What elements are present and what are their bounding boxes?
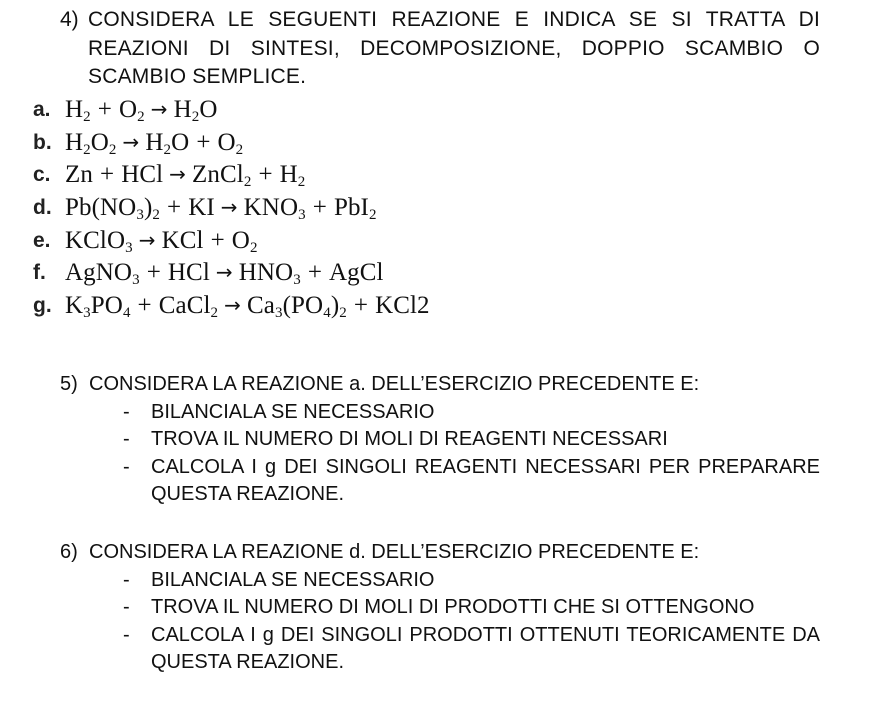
exercise-6-number: 6) xyxy=(60,541,78,563)
formula-part: ) xyxy=(330,291,340,319)
formula-part: O xyxy=(171,128,190,156)
exercise-6-instructions: CONSIDERA LA REAZIONE d. DELL’ESERCIZIO PRECEDENTE E: xyxy=(89,541,700,563)
formula-part: KCl xyxy=(161,226,204,254)
reaction-list xyxy=(33,94,653,322)
formula-part: $HNO_3$ xyxy=(238,259,301,289)
reaction-equation xyxy=(65,161,305,189)
formula-part: ZnCl$_2$ xyxy=(192,161,252,191)
exercise-5-task-list xyxy=(60,399,820,509)
formula-part: $H_2$ xyxy=(279,161,306,191)
cropped-subscript: 2 xyxy=(417,291,430,319)
formula-part: CaCl$_2$ xyxy=(158,291,219,321)
reaction-row xyxy=(33,224,653,257)
reaction-equation xyxy=(65,96,218,124)
plus-sign: + xyxy=(353,291,369,319)
exercise-4-instructions: CONSIDERA LE SEGUENTI REAZIONE E INDICA SE SI TRATTA DI REAZIONI DI SINTESI, DECOMPOSIZIONE, DOPPIO SCAMBIO O SCAMBIO SEMPLICE. xyxy=(88,8,820,88)
plus-sign: + xyxy=(137,291,152,319)
formula-part: $K_3$ xyxy=(65,291,91,321)
formula-part: KI xyxy=(188,194,215,222)
formula-part: O xyxy=(199,96,218,124)
exercise-6 xyxy=(60,539,820,677)
exercise-4-number: 4) xyxy=(60,8,79,31)
reaction-arrow: → xyxy=(215,260,233,285)
formula-part: (PO xyxy=(282,291,324,319)
reaction-row xyxy=(33,290,653,323)
plus-sign: + xyxy=(258,161,273,189)
plus-sign: + xyxy=(210,226,225,254)
plus-sign: + xyxy=(97,96,112,124)
exercise-5-task: - CALCOLA I g DEI SINGOLI REAGENTI NECESSARI PER PREPARARE QUESTA REAZIONE. xyxy=(123,455,820,505)
formula-part: HCl xyxy=(167,259,210,287)
formula-part: KCl xyxy=(375,291,418,319)
reaction-row xyxy=(33,192,653,225)
reaction-arrow: → xyxy=(138,227,156,252)
formula-part: Zn xyxy=(65,161,93,189)
formula-part: AgNO$_3$ xyxy=(65,259,140,289)
exercise-6-task-list xyxy=(60,567,820,677)
reaction-arrow: → xyxy=(224,292,242,317)
formula-part: $O_2$ xyxy=(118,96,145,126)
plus-sign: + xyxy=(196,128,211,156)
formula-part: $H_2$ xyxy=(173,96,200,126)
exercise-4 xyxy=(60,6,820,92)
formula-part: PbI$_2$ xyxy=(333,194,377,224)
plus-sign: + xyxy=(146,259,161,287)
formula-part: $O_2$ xyxy=(90,128,117,158)
reaction-row xyxy=(33,127,653,160)
formula-part: $Ca_3$ xyxy=(247,291,283,321)
reaction-letter: c. xyxy=(33,163,51,187)
exercise-6-task: - CALCOLA I g DEI SINGOLI PRODOTTI OTTENUTI TEORICAMENTE DA QUESTA REAZIONE. xyxy=(123,623,820,673)
formula-part: $H_2$ xyxy=(65,96,91,126)
reaction-arrow: → xyxy=(150,97,168,122)
exercise-6-task: - TROVA IL NUMERO DI MOLI DI PRODOTTI CHE SI OTTENGONO xyxy=(123,596,755,618)
formula-part: $O_2$ xyxy=(217,128,244,158)
plus-sign: + xyxy=(312,194,327,222)
reaction-letter: g. xyxy=(33,293,52,317)
plus-sign: + xyxy=(307,259,323,287)
reaction-equation xyxy=(65,194,377,222)
reaction-letter: a. xyxy=(33,98,51,122)
formula-part: 2 xyxy=(339,304,347,321)
exercise-5 xyxy=(60,371,820,509)
plus-sign: + xyxy=(99,161,115,189)
formula-part: $H_2$ xyxy=(145,128,172,158)
formula-part: ) xyxy=(143,194,153,222)
reaction-equation xyxy=(65,129,243,157)
reaction-arrow: → xyxy=(169,162,187,187)
plus-sign: + xyxy=(167,194,182,222)
reaction-row xyxy=(33,159,653,192)
reaction-arrow: → xyxy=(122,129,140,154)
reaction-letter: e. xyxy=(33,228,51,252)
reaction-equation xyxy=(65,227,258,255)
exercise-6-task: - BILANCIALA SE NECESSARIO xyxy=(123,568,435,591)
formula-part: AgCl xyxy=(329,259,384,287)
formula-part: $PO_4$ xyxy=(90,291,131,321)
exercise-5-task: - BILANCIALA SE NECESSARIO xyxy=(123,400,435,423)
exercise-5-task: - TROVA IL NUMERO DI MOLI DI REAGENTI NECESSARI xyxy=(123,428,668,450)
formula-part: $KNO_3$ xyxy=(243,194,306,224)
formula-part: KClO$_3$ xyxy=(65,226,133,256)
reaction-letter: f. xyxy=(33,261,46,285)
formula-part: 3 xyxy=(136,207,144,224)
reaction-row xyxy=(33,257,653,290)
reaction-equation xyxy=(65,291,430,321)
reaction-letter: d. xyxy=(33,196,52,220)
formula-part: $O_2$ xyxy=(231,226,258,256)
formula-part: 2 xyxy=(152,207,160,224)
formula-part: $H_2$ xyxy=(65,128,91,158)
reaction-letter: b. xyxy=(33,130,52,154)
exercise-5-instructions: CONSIDERA LA REAZIONE a. DELL’ESERCIZIO PRECEDENTE E: xyxy=(89,373,700,395)
reaction-equation xyxy=(65,259,384,287)
reaction-arrow: → xyxy=(220,195,238,220)
formula-part: HCl xyxy=(121,161,164,189)
formula-part: Pb(NO xyxy=(65,194,137,222)
formula-part: 4 xyxy=(323,304,331,321)
reaction-row xyxy=(33,94,653,127)
exercise-5-number: 5) xyxy=(60,373,78,395)
